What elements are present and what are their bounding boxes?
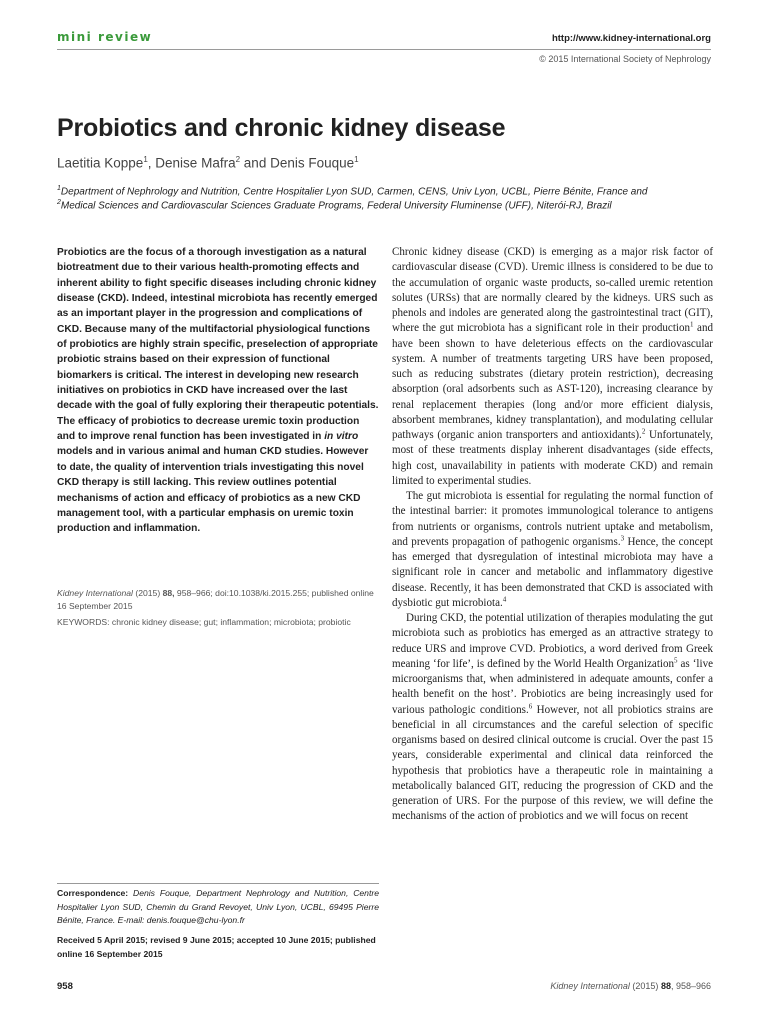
- author-name: Laetitia Koppe: [57, 155, 144, 171]
- reference-marker[interactable]: 2: [641, 427, 646, 436]
- page-number: 958: [57, 981, 73, 992]
- author-affiliation-marker: 1: [354, 155, 359, 164]
- article-title: Probiotics and chronic kidney disease: [57, 114, 506, 142]
- reference-marker[interactable]: 4: [502, 595, 507, 604]
- footer-citation: Kidney International (2015) 88, 958–966: [550, 981, 711, 991]
- author-affiliation-marker: 2: [235, 155, 241, 164]
- reference-marker[interactable]: 5: [674, 656, 678, 665]
- paragraph: Chronic kidney disease (CKD) is emerging as a major risk factor of cardiovascular disease (CVD). Uremic illness is considered to be due to the accumulation of organic waste products, so-called uremic retention solutes (URSs) that are normally cleared by the kidneys. URS such as phenols and indoles are generated along the gastrointestinal tract (GIT), where the gut microbiota has a significant role in their production$^1$ and have been shown to have deleterious effects on the cardiovascular system. A number of treatments targeting URS have been proposed, such as reducing substrates (dietary protein restriction), decreasing absorption (oral adsorbents such as AST-120), increasing clearance by renal replacement therapies (long and/or more efficient dialysis, absorbent membranes, kidney transplantation), and modulating cellular pathways (organic anion transporters and antioxidants).$^2$ Unfortunately, most of these treatments display inherent disadvantages (side effects, high cost, unavailability in patients with moderate CKD) and remain limited to experimental studies.: [392, 246, 714, 487]
- correspondence: Correspondence: Denis Fouque, Department Nephrology and Nutrition, Centre Hospitalier Lyon SUD, Chemin du Grand Revoyet, Univ Lyon, UCBL, 69495 Pierre Bénite, France. E-mail: denis.fouque@chu-lyon.fr: [57, 888, 379, 925]
- reference-marker[interactable]: 1: [690, 320, 694, 329]
- section-label: mini review: [57, 30, 153, 44]
- author-name: Denis Fouque: [270, 155, 355, 171]
- header-divider: [57, 49, 711, 50]
- reference-marker[interactable]: 3: [620, 534, 625, 543]
- abstract: Probiotics are the focus of a thorough investigation as a natural biotreatment due to their various health-promoting effects and inherent ability to fight specific diseases including chronic kidney disease (CKD). Indeed, intestinal microbiota has recently emerged as an important player in the progression and complications of CKD. Because many of the multifactorial physiological functions of probiotics are highly strain specific, preselection of appropriate probiotic strains based on their expression of functional biomarkers is critical. The interest in developing new research initiatives on probiotics in CKD have increased over the last decade with the goal of fully exploring their therapeutic potentials. The efficacy of probiotics to decrease uremic toxin production and to improve renal function has been investigated in in vitro models and in various animal and human CKD studies. However to date, the quality of intervention trials investigating this novel CKD therapy is still lacking. This review outlines potential mechanisms of action and efficacy of probiotics as a new CKD management tool, with a particular emphasis on uremic toxin production and inflammation.: [57, 247, 379, 535]
- reference-marker[interactable]: 6: [528, 701, 533, 710]
- affiliation-2: $^2$Medical Sciences and Cardiovascular Sciences Graduate Programs, Federal University Fluminense (UFF), Niterói-RJ, Brazil: [57, 199, 612, 212]
- copyright-notice: © 2015 International Society of Nephrology: [539, 54, 711, 64]
- correspondence-divider: [57, 883, 379, 884]
- journal-url[interactable]: http://www.kidney-international.org: [551, 33, 711, 44]
- citation: Kidney International (2015) 88, 958–966; doi:10.1038/ki.2015.255; published online 16 September 2015: [57, 588, 374, 611]
- body-text: [392, 245, 713, 825]
- author-affiliation-marker: 1: [143, 155, 148, 164]
- keywords: KEYWORDS: chronic kidney disease; gut; inflammation; microbiota; probiotic: [57, 617, 351, 627]
- affiliation-1: $^1$Department of Nephrology and Nutrition, Centre Hospitalier Lyon SUD, Carmen, CENS, Univ Lyon, UCBL, Pierre Bénite, France and: [57, 185, 648, 198]
- paragraph: During CKD, the potential utilization of therapies modulating the gut microbiota such as probiotics has emerged as an attractive strategy to reduce URS and improve CVD. Probiotics, a word derived from Greek meaning ‘for life’, is defined by the World Health Organization$^5$ as ‘live microorganisms that, when administered in adequate amounts, confer a health benefit on the host’. Probiotics are being increasingly used for various pathologic conditions.$^6$ However, not all probiotics strains are beneficial in all circumstances and the careful selection of specific organisms based on desired clinical outcome is crucial. Over the past 15 years, considerable experimental and clinical data reinforced the hypothesis that probiotics have a therapeutic role in maintaining a metabolically balanced GIT, reducing the progression of CKD and the generation of URS. For the purpose of this review, we will define the mechanisms of the action of probiotics and we will focus on recent: [392, 612, 714, 823]
- paragraph: The gut microbiota is essential for regulating the normal function of the intestinal barrier: it promotes immunological tolerance to antigens from nutrients or organisms, controls nutrient uptake and metabolism, and prevents propagation of pathogenic organisms.$^3$ Hence, the concept has emerged that dysregulation of intestinal microbiota may have a significant role in cancer and metabolic and inflammatory digestive disease. Recently, it has been demonstrated that CKD is associated with dysbiotic gut microbiota.$^4$: [392, 490, 713, 609]
- author-name: Denise Mafra: [155, 155, 236, 171]
- received-dates: Received 5 April 2015; revised 9 June 2015; accepted 10 June 2015; published online 16 September 2015: [57, 935, 376, 959]
- author-list: Laetitia Koppe$^1$, Denise Mafra$^2$ and Denis Fouque$^1$: [57, 155, 359, 171]
- abstract-italic-term: in vitro: [324, 431, 359, 443]
